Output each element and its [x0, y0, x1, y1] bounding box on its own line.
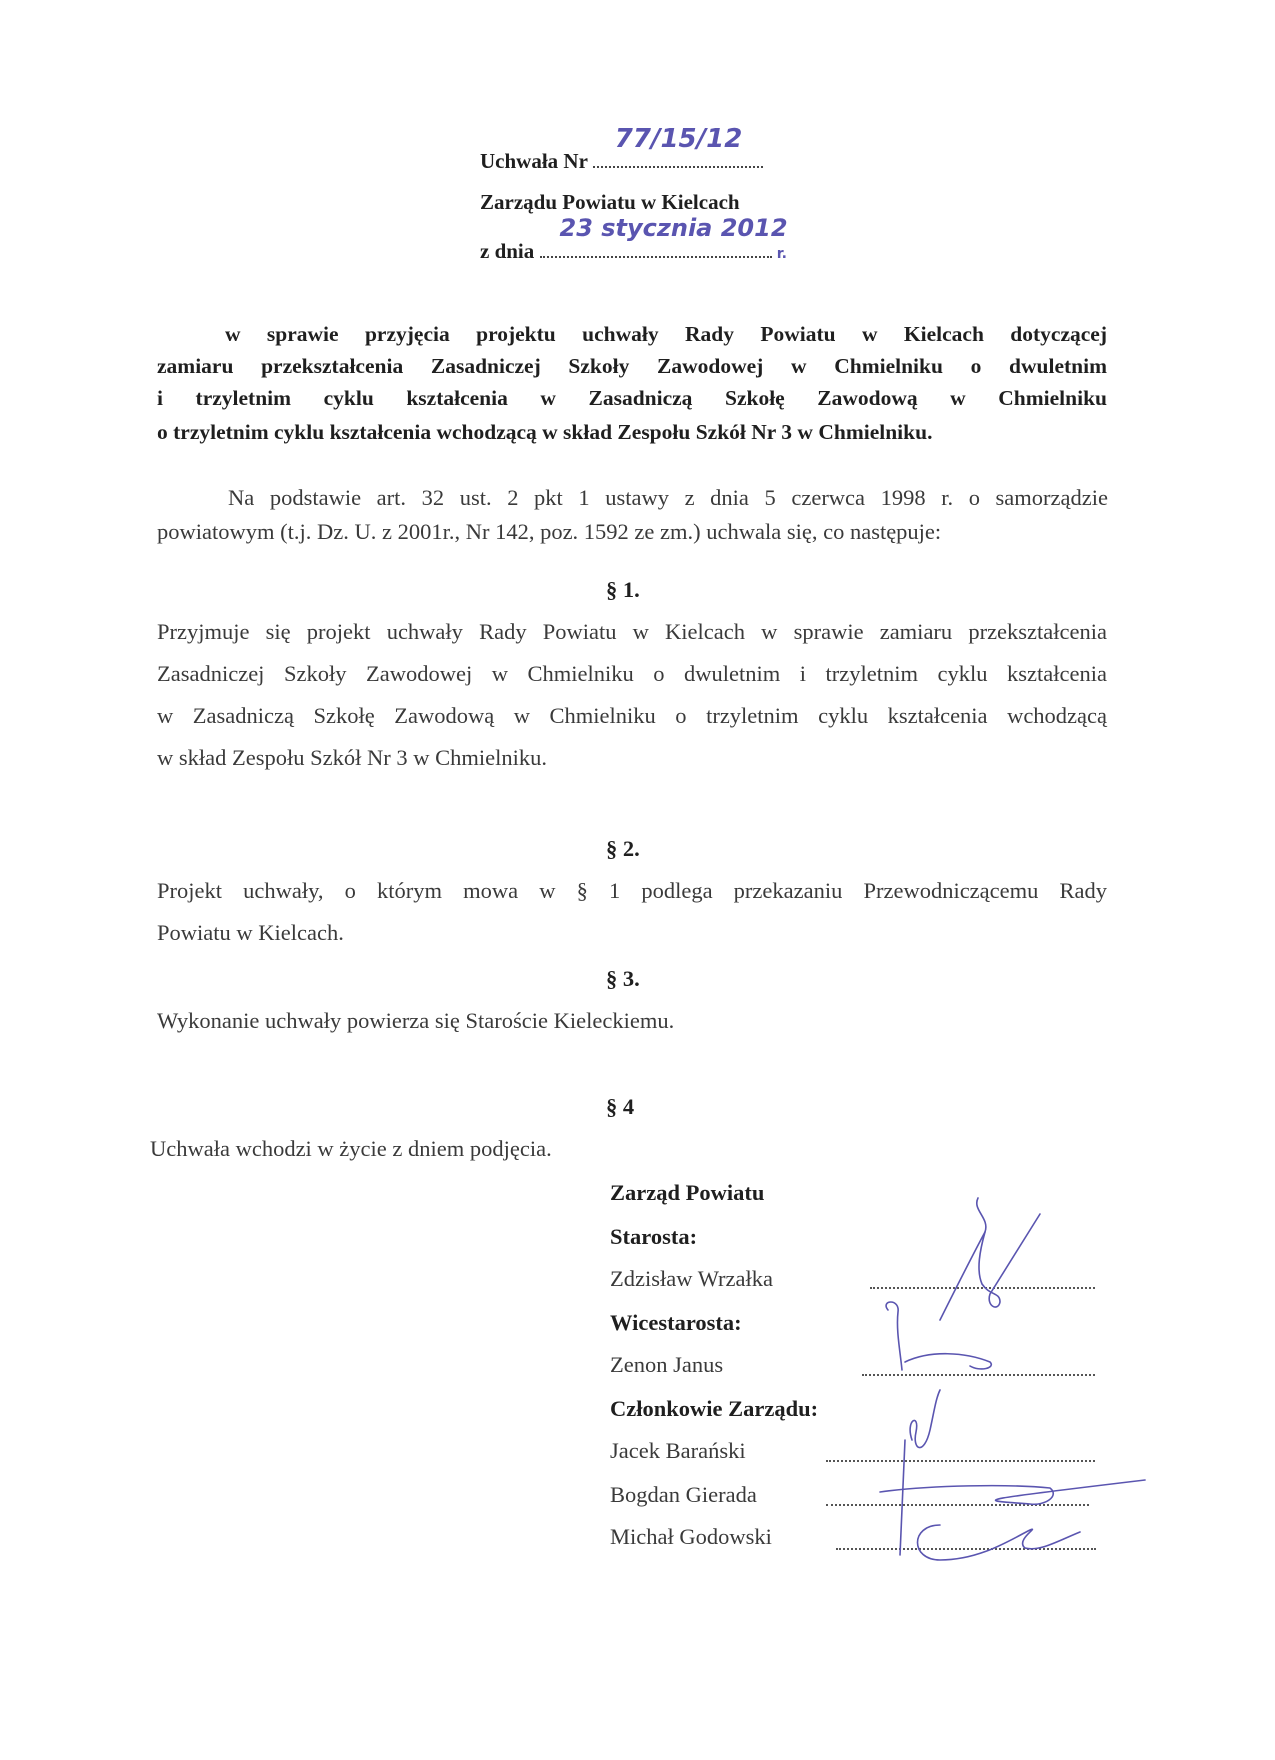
vice-name: Zenon Janus	[610, 1352, 724, 1377]
starosta-signature	[977, 1198, 1040, 1307]
subject-line: zamiaru przekształcenia Zasadniczej Szkoły Zawodowej w Chmielniku o dwuletnim	[157, 354, 1107, 378]
section-line: Powiatu w Kielcach.	[157, 920, 344, 945]
starosta-title: Starosta:	[610, 1224, 698, 1249]
subject-line: i trzyletnim cyklu kształcenia w Zasadniczą Szkołę Zawodową w Chmielniku	[157, 386, 1107, 410]
member-signature	[900, 1440, 905, 1555]
vice-signature	[905, 1354, 991, 1369]
section-line: w Zasadniczą Szkołę Zawodową w Chmielniku o trzyletnim cyklu kształcenia wchodzącą	[157, 703, 1107, 728]
legal-basis-line: Na podstawie art. 32 ust. 2 pkt 1 ustawy z dnia 5 czerwca 1998 r. o samorządzie	[228, 485, 1108, 510]
starosta-signature	[940, 1232, 985, 1320]
member-name: Jacek Barański	[610, 1438, 746, 1463]
handwritten-number: 77/15/12	[614, 124, 743, 154]
section-line: Przyjmuje się projekt uchwały Rady Powiatu w Kielcach w sprawie zamiaru przekształcenia	[157, 619, 1107, 644]
legal-basis-line: powiatowym (t.j. Dz. U. z 2001r., Nr 142, poz. 1592 ze zm.) uchwala się, co następuje:	[157, 519, 942, 544]
members-title: Członkowie Zarządu:	[610, 1396, 819, 1421]
date-suffix: r.	[776, 246, 787, 262]
section-mark: § 2.	[606, 836, 640, 861]
section-line: Wykonanie uchwały powierza się Staroście Kieleckiemu.	[157, 1008, 675, 1033]
member-signature	[918, 1525, 1081, 1560]
starosta-name: Zdzisław Wrzałka	[610, 1266, 773, 1291]
member-signature	[880, 1480, 1145, 1504]
section-mark: § 4	[606, 1094, 635, 1119]
resolution-number-label: Uchwała Nr	[480, 149, 588, 173]
section-line: w skład Zespołu Szkół Nr 3 w Chmielniku.	[157, 745, 547, 770]
member-name: Michał Godowski	[610, 1524, 772, 1549]
section-line: Uchwała wchodzi w życie z dniem podjęcia.	[150, 1136, 552, 1161]
section-mark: § 3.	[606, 966, 640, 991]
issuing-body: Zarządu Powiatu w Kielcach	[480, 190, 740, 214]
handwritten-date: 23 stycznia 2012	[559, 214, 788, 242]
vice-title: Wicestarosta:	[610, 1310, 742, 1335]
vice-signature	[886, 1302, 902, 1370]
member-name: Bogdan Gierada	[610, 1482, 757, 1507]
board-title: Zarząd Powiatu	[610, 1180, 765, 1205]
section-mark: § 1.	[606, 577, 640, 602]
section-line: Zasadniczej Szkoły Zawodowej w Chmielniku o dwuletnim i trzyletnim cyklu kształcenia	[157, 661, 1107, 686]
subject-line: w sprawie przyjęcia projektu uchwały Rady Powiatu w Kielcach dotyczącej	[225, 322, 1107, 346]
subject-line: o trzyletnim cyklu kształcenia wchodzącą w skład Zespołu Szkół Nr 3 w Chmielniku.	[157, 420, 933, 444]
section-line: Projekt uchwały, o którym mowa w § 1 podlega przekazaniu Przewodniczącemu Rady	[157, 878, 1107, 903]
member-signature	[910, 1390, 940, 1448]
date-label: z dnia	[480, 239, 535, 263]
